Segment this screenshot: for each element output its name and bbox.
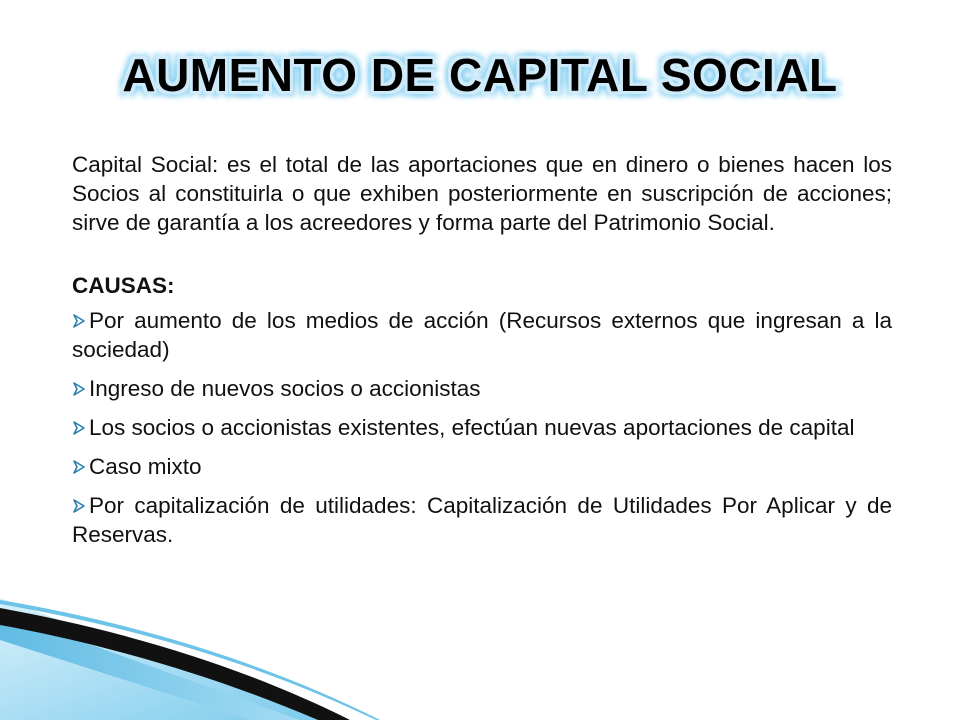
slide-title: AUMENTO DE CAPITAL SOCIAL bbox=[122, 49, 838, 101]
arrow-bullet-icon bbox=[72, 498, 86, 514]
arrow-bullet-icon bbox=[72, 381, 86, 397]
list-item-text: Por capitalización de utilidades: Capitalización de Utilidades Por Aplicar y de Reservas. bbox=[72, 493, 892, 547]
arrow-bullet-icon bbox=[72, 420, 86, 436]
causas-heading: CAUSAS: bbox=[72, 273, 175, 298]
list-item-text: Los socios o accionistas existentes, efectúan nuevas aportaciones de capital bbox=[89, 415, 855, 440]
slide-body bbox=[72, 150, 892, 559]
list-item bbox=[72, 413, 892, 442]
list-item-text: Caso mixto bbox=[89, 454, 202, 479]
list-item bbox=[72, 491, 892, 549]
list-item bbox=[72, 306, 892, 364]
list-item-text: Ingreso de nuevos socios o accionistas bbox=[89, 376, 481, 401]
arrow-bullet-icon bbox=[72, 313, 86, 329]
arrow-bullet-icon bbox=[72, 459, 86, 475]
list-item bbox=[72, 452, 892, 481]
intro-paragraph: Capital Social: es el total de las aportaciones que en dinero o bienes hacen los Socios al constituirla o que exhiben posteriormente en suscripción de acciones; sirve de garantía a los acreedores y forma parte del Patrimonio Social. bbox=[72, 152, 892, 235]
list-item bbox=[72, 374, 892, 403]
causas-list bbox=[72, 306, 892, 549]
list-item-text: Por aumento de los medios de acción (Recursos externos que ingresan a la sociedad) bbox=[72, 308, 892, 362]
